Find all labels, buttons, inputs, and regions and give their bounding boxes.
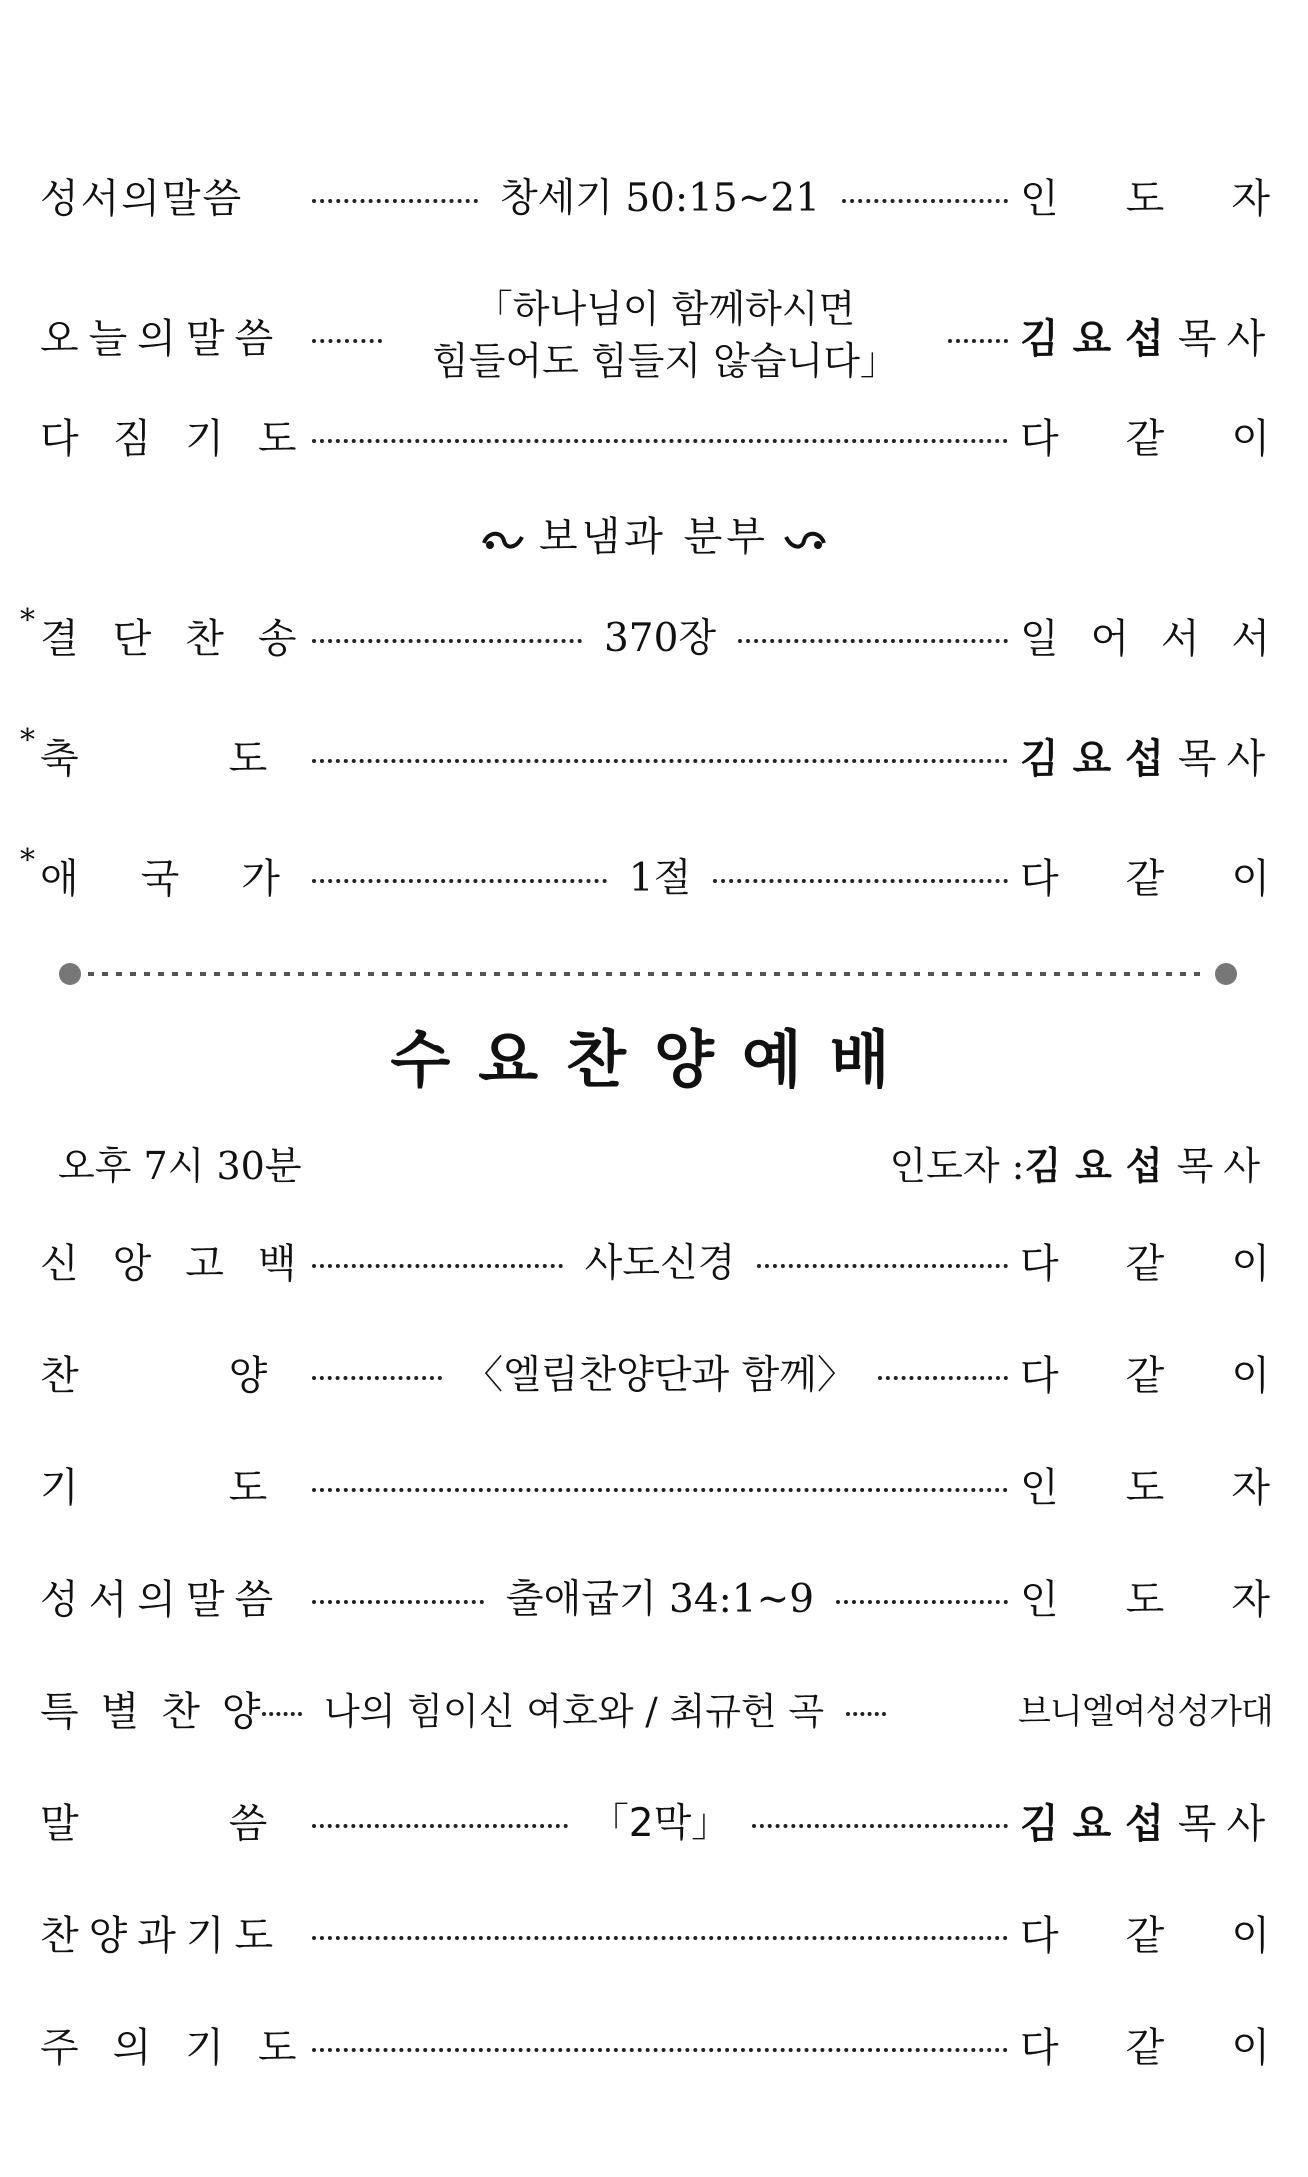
label-text: 주의기도 (40, 2024, 331, 2071)
order-label (20, 722, 418, 784)
right-char: 인 (1020, 1464, 1059, 1511)
order-right (1020, 1792, 1276, 1849)
pastor-title: 목사 (1177, 735, 1276, 782)
order-row-scripture (40, 165, 1270, 225)
right-char: 도 (1125, 1576, 1165, 1623)
leader-dots (312, 759, 1008, 763)
label-text: 다짐기도 (40, 415, 331, 462)
label-text: 성서의말씀 (40, 175, 244, 222)
sermon-title-line: 힘들어도 힘들지 않습니다」 (432, 339, 898, 383)
section-title: 보냄과 분부 (539, 514, 769, 560)
order-middle (300, 1568, 1020, 1624)
right-char: 같 (1125, 2024, 1165, 2071)
right-char: 같 (1125, 1352, 1165, 1399)
leader-dots (713, 879, 1008, 883)
right-char: 같 (1125, 415, 1165, 462)
order-middle (300, 1232, 1020, 1288)
order-label (40, 1568, 300, 1625)
ornament-left-icon (480, 525, 526, 555)
leader-dots (312, 2048, 1008, 2052)
label-text: 오늘의말씀 (40, 315, 284, 362)
order-label (40, 1344, 418, 1401)
label-text: 애국가 (40, 855, 342, 902)
right-char: 자 (1231, 1464, 1270, 1511)
right-char: 다 (1020, 2024, 1059, 2071)
order-center-text: 〈엘림찬양단과 함께〉 (464, 1353, 856, 1398)
leader-dots (312, 1488, 1008, 1492)
label-text: 찬양과기도 (40, 1912, 284, 1959)
right-char: 일 (1020, 615, 1059, 662)
order-middle (300, 283, 1020, 387)
choir-name: 브니엘여성성가대 (1018, 1691, 1273, 1732)
sermon-title (394, 283, 936, 387)
order-right (1020, 727, 1276, 784)
service-time: 오후 7시 30분 (58, 1144, 302, 1188)
order-right (1018, 1684, 1273, 1733)
service-info (58, 1135, 1270, 1190)
right-char: 서 (1160, 615, 1200, 662)
leader-dots (312, 1264, 563, 1268)
label-text: 특별찬양 (40, 1688, 283, 1735)
label-text: 찬양 (40, 1352, 418, 1399)
order-row-praise (40, 1342, 1270, 1402)
order-row-benediction (20, 722, 1276, 785)
leader-dots (312, 1376, 442, 1380)
right-char: 이 (1231, 1912, 1270, 1959)
order-right (1020, 847, 1270, 904)
label-text: 결단찬송 (40, 615, 331, 662)
order-row-sermon (40, 280, 1276, 390)
leader-dots (846, 1712, 886, 1716)
order-right (1020, 407, 1270, 464)
leader-dots (262, 1712, 302, 1716)
order-middle (300, 2042, 1020, 2046)
order-middle (300, 167, 1020, 223)
order-right (1020, 1904, 1270, 1961)
right-char: 다 (1020, 855, 1059, 902)
order-label (40, 2016, 331, 2073)
right-char: 같 (1125, 1912, 1165, 1959)
leader-dots (312, 879, 607, 883)
leader-label: 인도자 : (889, 1144, 1025, 1188)
order-row-praise-prayer (40, 1902, 1270, 1962)
order-middle (300, 433, 1020, 437)
order-label (20, 842, 342, 904)
leader-dots (836, 1600, 1008, 1604)
right-char: 서 (1231, 615, 1270, 662)
section-heading (0, 505, 1308, 562)
order-row-sermon-2 (40, 1790, 1276, 1850)
leader-dots (752, 1824, 1008, 1828)
pastor-name: 김요섭 (1020, 1800, 1178, 1847)
order-label (40, 1680, 283, 1737)
right-char: 다 (1020, 1240, 1059, 1287)
order-right (1020, 1456, 1270, 1513)
leader-dots (948, 339, 1008, 343)
order-label (40, 1232, 331, 1289)
standing-mark: * (20, 722, 37, 758)
pastor-name: 김요섭 (1020, 315, 1178, 362)
order-label (40, 1904, 300, 1961)
order-label (40, 167, 300, 224)
right-char: 같 (1125, 855, 1165, 902)
right-char: 다 (1020, 1912, 1059, 1959)
order-row-anthem (20, 842, 1270, 905)
order-row-special-praise (40, 1678, 1273, 1738)
order-center-text: 「2막」 (589, 1801, 731, 1846)
order-right (1020, 167, 1270, 224)
right-char: 이 (1231, 415, 1270, 462)
order-center-text: 1절 (628, 856, 692, 901)
label-text: 성서의말씀 (40, 1576, 284, 1623)
leader-dots (312, 1824, 568, 1828)
order-right (1020, 307, 1276, 364)
order-center-text: 나의 힘이신 여호와 / 최규헌 곡 (324, 1690, 825, 1733)
order-right (1020, 1344, 1270, 1401)
sermon-title-line: 「하나님이 함께하시면 (474, 287, 856, 331)
label-text: 신앙고백 (40, 1240, 331, 1287)
order-label (20, 602, 331, 664)
leader-dots (312, 639, 582, 643)
ornament-right-icon (782, 525, 828, 555)
order-row-lords-prayer (40, 2014, 1270, 2074)
leader-name: 김요섭 (1024, 1144, 1177, 1188)
order-row-prayer (40, 1454, 1270, 1514)
order-right (1020, 2016, 1270, 2073)
order-middle (300, 1930, 1020, 1934)
right-char: 인 (1020, 1576, 1059, 1623)
label-text: 말씀 (40, 1800, 418, 1847)
right-char: 도 (1125, 175, 1165, 222)
standing-mark: * (20, 602, 37, 638)
section-divider (58, 962, 1238, 986)
pastor-name: 김요섭 (1020, 735, 1178, 782)
leader-title: 목사 (1176, 1144, 1270, 1188)
leader-dots (312, 199, 478, 203)
right-char: 이 (1231, 1352, 1270, 1399)
pastor-title: 목사 (1177, 315, 1276, 362)
order-row-commitment-prayer (40, 405, 1270, 465)
order-right (1020, 1232, 1270, 1289)
leader-dots (312, 339, 382, 343)
right-char: 자 (1231, 1576, 1270, 1623)
right-char: 자 (1231, 175, 1270, 222)
order-right (1020, 607, 1270, 664)
order-middle (300, 607, 1020, 663)
order-row-creed (40, 1230, 1270, 1290)
order-middle (250, 1681, 1018, 1735)
right-char: 다 (1020, 415, 1059, 462)
right-char: 인 (1020, 175, 1059, 222)
order-row-scripture-2 (40, 1566, 1270, 1626)
standing-mark: * (20, 842, 37, 878)
order-center-text: 창세기 50:15~21 (499, 176, 821, 221)
leader-dots (312, 1600, 484, 1604)
order-label (40, 307, 300, 364)
leader-dots (312, 1936, 1008, 1940)
label-text: 축도 (40, 735, 418, 782)
order-label (40, 407, 331, 464)
right-char: 이 (1231, 2024, 1270, 2071)
leader-dots (312, 439, 1008, 443)
leader-dots (757, 1264, 1008, 1268)
right-char: 같 (1125, 1240, 1165, 1287)
pastor-title: 목사 (1177, 1800, 1276, 1847)
label-text: 기도 (40, 1464, 418, 1511)
right-char: 이 (1231, 855, 1270, 902)
right-char: 이 (1231, 1240, 1270, 1287)
right-char: 다 (1020, 1352, 1059, 1399)
order-center-text: 출애굽기 34:1~9 (505, 1577, 815, 1622)
order-row-hymn (20, 602, 1270, 665)
leader-dots (878, 1376, 1008, 1380)
order-center-text: 사도신경 (584, 1241, 736, 1286)
leader-dots (842, 199, 1008, 203)
service-title: 수요찬양예배 (390, 1023, 918, 1096)
order-right (1020, 1568, 1270, 1625)
order-center-text: 370장 (603, 616, 717, 661)
order-label (40, 1456, 418, 1513)
order-middle (300, 847, 1020, 903)
right-char: 도 (1125, 1464, 1165, 1511)
service-leader (889, 1135, 1270, 1190)
order-label (40, 1792, 418, 1849)
right-char: 어 (1090, 615, 1130, 662)
leader-dots (738, 639, 1008, 643)
